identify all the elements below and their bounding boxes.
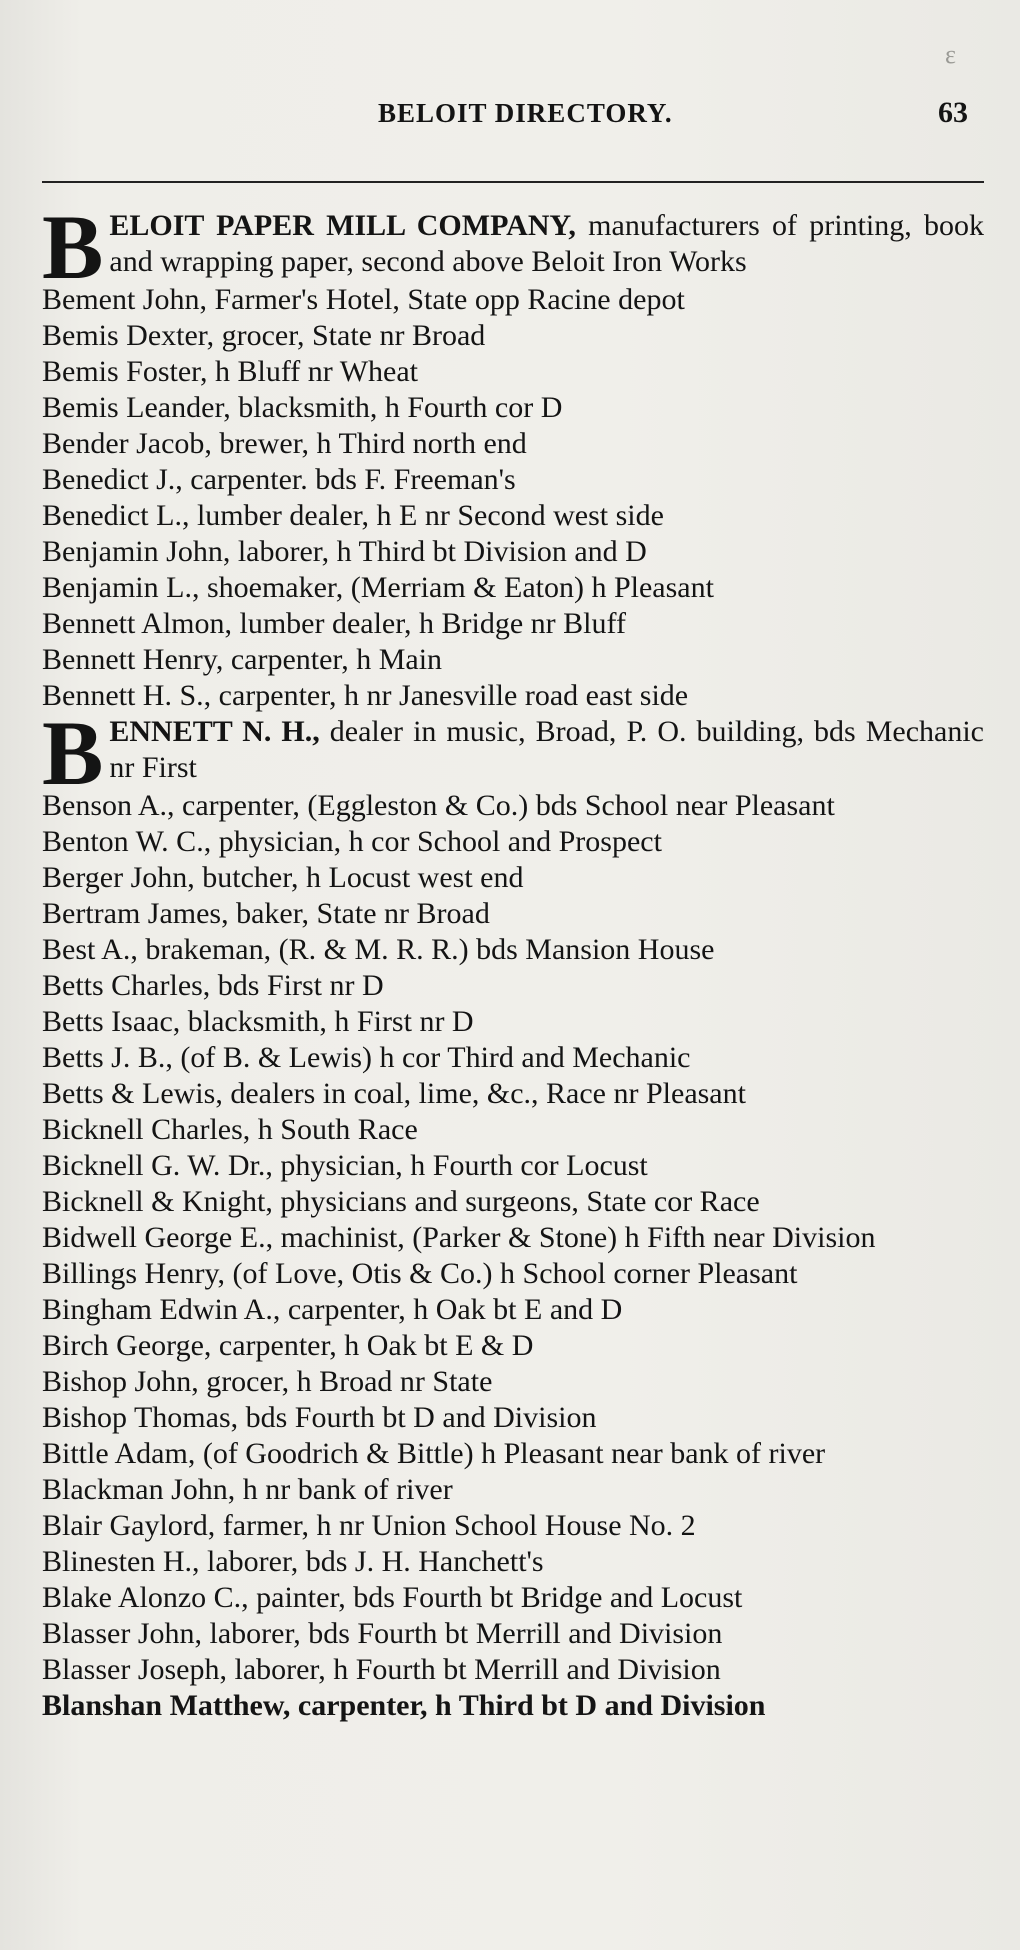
header-rule	[42, 181, 984, 183]
entry-details: manufacturers of printing, book and wrapping paper, second above Beloit Iron Works	[109, 209, 985, 278]
drop-cap-letter: B	[42, 702, 104, 804]
directory-entry: Blasser Joseph, laborer, h Fourth bt Merrill and Division	[42, 1653, 721, 1686]
directory-entry: Bennett Almon, lumber dealer, h Bridge nr Bluff	[42, 607, 626, 640]
featured-directory-entry	[42, 196, 985, 298]
directory-entry: Berger John, butcher, h Locust west end	[42, 861, 524, 894]
page-number: 63	[938, 96, 968, 129]
directory-entry: Benjamin John, laborer, h Third bt Division and D	[42, 535, 647, 568]
directory-entry: Bicknell G. W. Dr., physician, h Fourth cor Locust	[42, 1149, 648, 1182]
directory-entry: Bertram James, baker, State nr Broad	[42, 897, 490, 930]
directory-entry: Bennett Henry, carpenter, h Main	[42, 643, 443, 676]
directory-entry: Betts Isaac, blacksmith, h First nr D	[42, 1005, 474, 1038]
directory-entry: Birch George, carpenter, h Oak bt E & D	[42, 1329, 534, 1362]
entry-details: dealer in music, Broad, P. O. building, bds Mechanic nr First	[109, 715, 984, 784]
directory-entry: Benson A., carpenter, (Eggleston & Co.) bds School near Pleasant	[42, 789, 835, 822]
directory-entry: Benedict J., carpenter. bds F. Freeman's	[42, 463, 516, 496]
directory-entry: Bender Jacob, brewer, h Third north end	[42, 427, 527, 460]
directory-entry: Bement John, Farmer's Hotel, State opp Racine depot	[42, 283, 685, 316]
directory-entry: Billings Henry, (of Love, Otis & Co.) h School corner Pleasant	[42, 1257, 798, 1290]
directory-entry: Blanshan Matthew, carpenter, h Third bt D and Division	[42, 1689, 766, 1722]
directory-entry: Bidwell George E., machinist, (Parker & Stone) h Fifth near Division	[42, 1221, 876, 1254]
directory-entry: Blake Alonzo C., painter, bds Fourth bt Bridge and Locust	[42, 1581, 743, 1614]
directory-entry: Blinesten H., laborer, bds J. H. Hanchett's	[42, 1545, 544, 1578]
directory-entry: Bemis Foster, h Bluff nr Wheat	[42, 355, 418, 388]
directory-entry: Benton W. C., physician, h cor School and Prospect	[42, 825, 662, 858]
running-title: BELOIT DIRECTORY.	[378, 98, 673, 128]
directory-entry: Bennett H. S., carpenter, h nr Janesville road east side	[42, 679, 689, 712]
directory-entry: Bicknell Charles, h South Race	[42, 1113, 418, 1146]
directory-entry: Benedict L., lumber dealer, h E nr Second west side	[42, 499, 664, 532]
directory-entry: Betts Charles, bds First nr D	[42, 969, 384, 1002]
entry-name: ENNETT N. H.,	[109, 715, 320, 748]
directory-entry: Bemis Leander, blacksmith, h Fourth cor D	[42, 391, 563, 424]
directory-entry: Blair Gaylord, farmer, h nr Union School House No. 2	[42, 1509, 696, 1542]
directory-entry: Bittle Adam, (of Goodrich & Bittle) h Pleasant near bank of river	[42, 1437, 826, 1470]
directory-entry: Benjamin L., shoemaker, (Merriam & Eaton) h Pleasant	[42, 571, 714, 604]
directory-entry: Best A., brakeman, (R. & M. R. R.) bds Mansion House	[42, 933, 715, 966]
directory-entry: Bishop Thomas, bds Fourth bt D and Division	[42, 1401, 597, 1434]
directory-entry: Betts J. B., (of B. & Lewis) h cor Third and Mechanic	[42, 1041, 691, 1074]
directory-entry: Blackman John, h nr bank of river	[42, 1473, 453, 1506]
directory-entry: Bicknell & Knight, physicians and surgeons, State cor Race	[42, 1185, 760, 1218]
entry-name: ELOIT PAPER MILL COMPANY,	[109, 209, 576, 242]
directory-entry: Bishop John, grocer, h Broad nr State	[42, 1365, 493, 1398]
directory-entry: Bemis Dexter, grocer, State nr Broad	[42, 319, 486, 352]
corner-mark: ε	[945, 40, 956, 69]
drop-cap-letter: B	[42, 196, 104, 298]
directory-entry: Blasser John, laborer, bds Fourth bt Merrill and Division	[42, 1617, 723, 1650]
directory-entries	[42, 196, 985, 1724]
directory-entry: Bingham Edwin A., carpenter, h Oak bt E and D	[42, 1293, 623, 1326]
directory-entry: Betts & Lewis, dealers in coal, lime, &c., Race nr Pleasant	[42, 1077, 746, 1110]
featured-directory-entry	[42, 702, 984, 804]
